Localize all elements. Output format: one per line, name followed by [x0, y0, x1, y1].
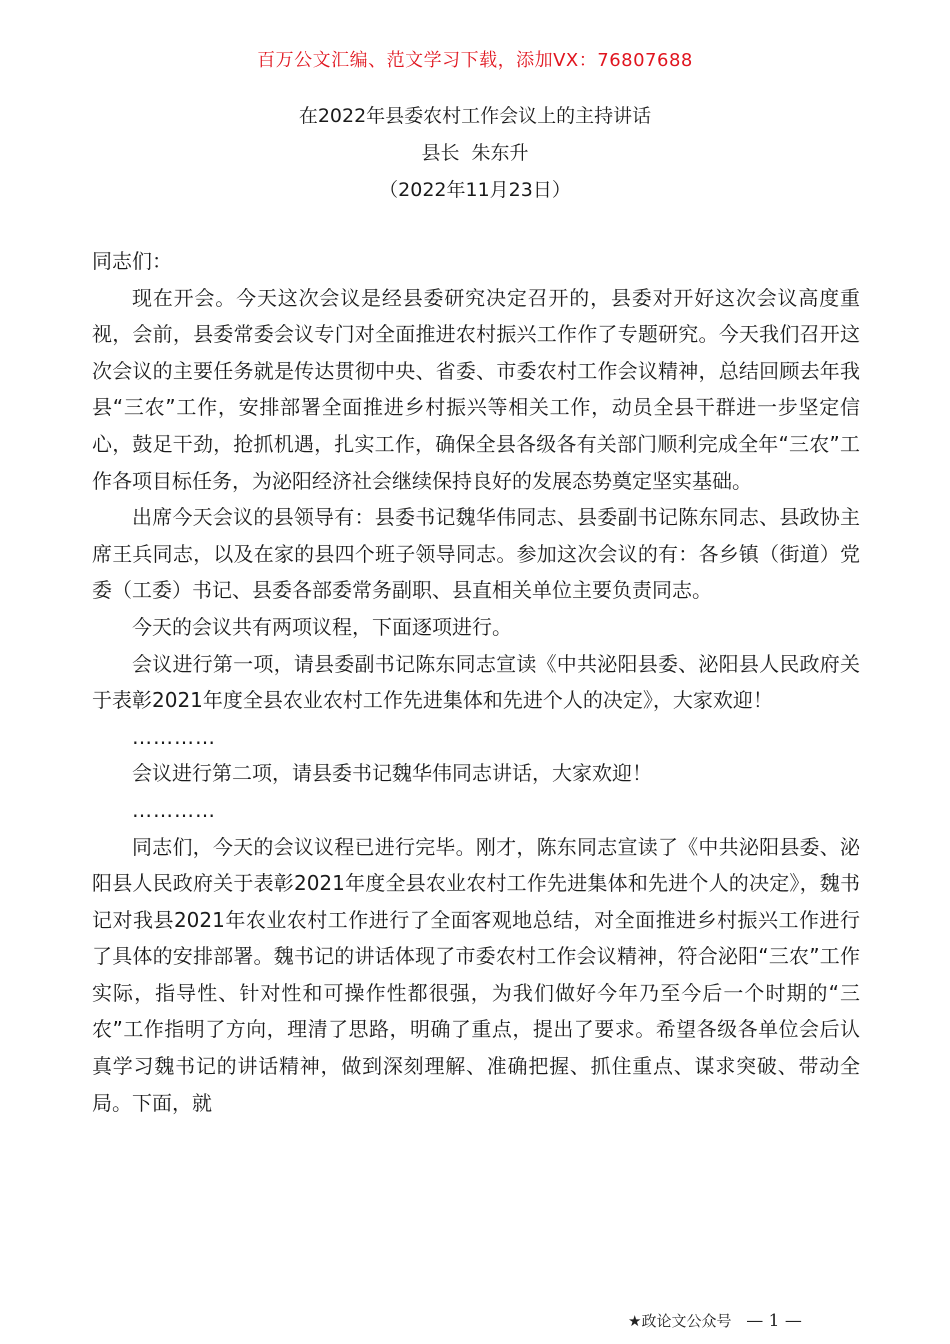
paragraph-opening: 现在开会。今天这次会议是经县委研究决定召开的，县委对开好这次会议高度重视，会前，县委常委会议专门对全面推进农村振兴工作作了专题研究。今天我们召开这次会议的主要任务就是传达贯彻中央、省委、市委农村工作会议精神，总结回顾去年我县“三农”工作，安排部署全面推进乡村振兴等相关工作，动员全县干群进一步坚定信心，鼓足干劲，抢抓机遇，扎实工作，确保全县各级各有关部门顺利完成全年“三农”工作各项目标任务，为泌阳经济社会继续保持良好的发展态势奠定坚实基础。 — [92, 285, 860, 493]
document-header — [0, 98, 950, 209]
speaker-line: 县长 朱东升 — [421, 142, 529, 164]
speech-date: （2022年11月23日） — [379, 179, 571, 201]
watermark-banner: 百万公文汇编、范文学习下载，添加VX：76807688 — [257, 50, 693, 71]
paragraph-attendees: 出席今天会议的县领导有：县委书记魏华伟同志、县委副书记陈东同志、县政协主席王兵同志，以及在家的县四个班子领导同志。参加这次会议的有：各乡镇（街道）党委（工委）书记、县委各部委常务副职、县直相关单位主要负责同志。 — [92, 505, 860, 603]
footer-source: ★政论文公众号 — [628, 1312, 732, 1330]
salutation: 同志们： — [92, 249, 172, 273]
paragraph-item-two: 会议进行第二项，请县委书记魏华伟同志讲话，大家欢迎！ — [132, 761, 652, 786]
document-title: 在2022年县委农村工作会议上的主持讲话 — [298, 105, 652, 127]
page-footer — [628, 1310, 802, 1331]
paragraph-closing: 同志们，今天的会议议程已进行完毕。刚才，陈东同志宣读了《中共泌阳县委、泌阳县人民政府关于表彰2021年度全县农业农村工作先进集体和先进个人的决定》，魏书记对我县2021年农业农村工作进行了全面客观地总结，对全面推进乡村振兴工作进行了具体的安排部署。魏书记的讲话体现了市委农村工作会议精神，符合泌阳“三农”工作实际，指导性、针对性和可操作性都很强，为我们做好今年乃至今后一个时期的“三农”工作指明了方向，理清了思路，明确了重点，提出了要求。希望各级各单位会后认真学习魏书记的讲话精神，做到深刻理解、准确把握、抓住重点、谋求突破、带动全局。下面，就 — [92, 834, 860, 1115]
paragraph-agenda: 今天的会议共有两项议程，下面逐项进行。 — [132, 614, 512, 639]
document-body — [92, 243, 860, 1121]
paragraph-item-one: 会议进行第一项，请县委副书记陈东同志宣读《中共泌阳县委、泌阳县人民政府关于表彰2021年度全县农业农村工作先进集体和先进个人的决定》，大家欢迎！ — [92, 651, 860, 713]
ellipsis-line: ………… — [132, 797, 216, 822]
ellipsis-line: ………… — [132, 724, 216, 749]
page-number: — 1 — — [746, 1311, 802, 1331]
